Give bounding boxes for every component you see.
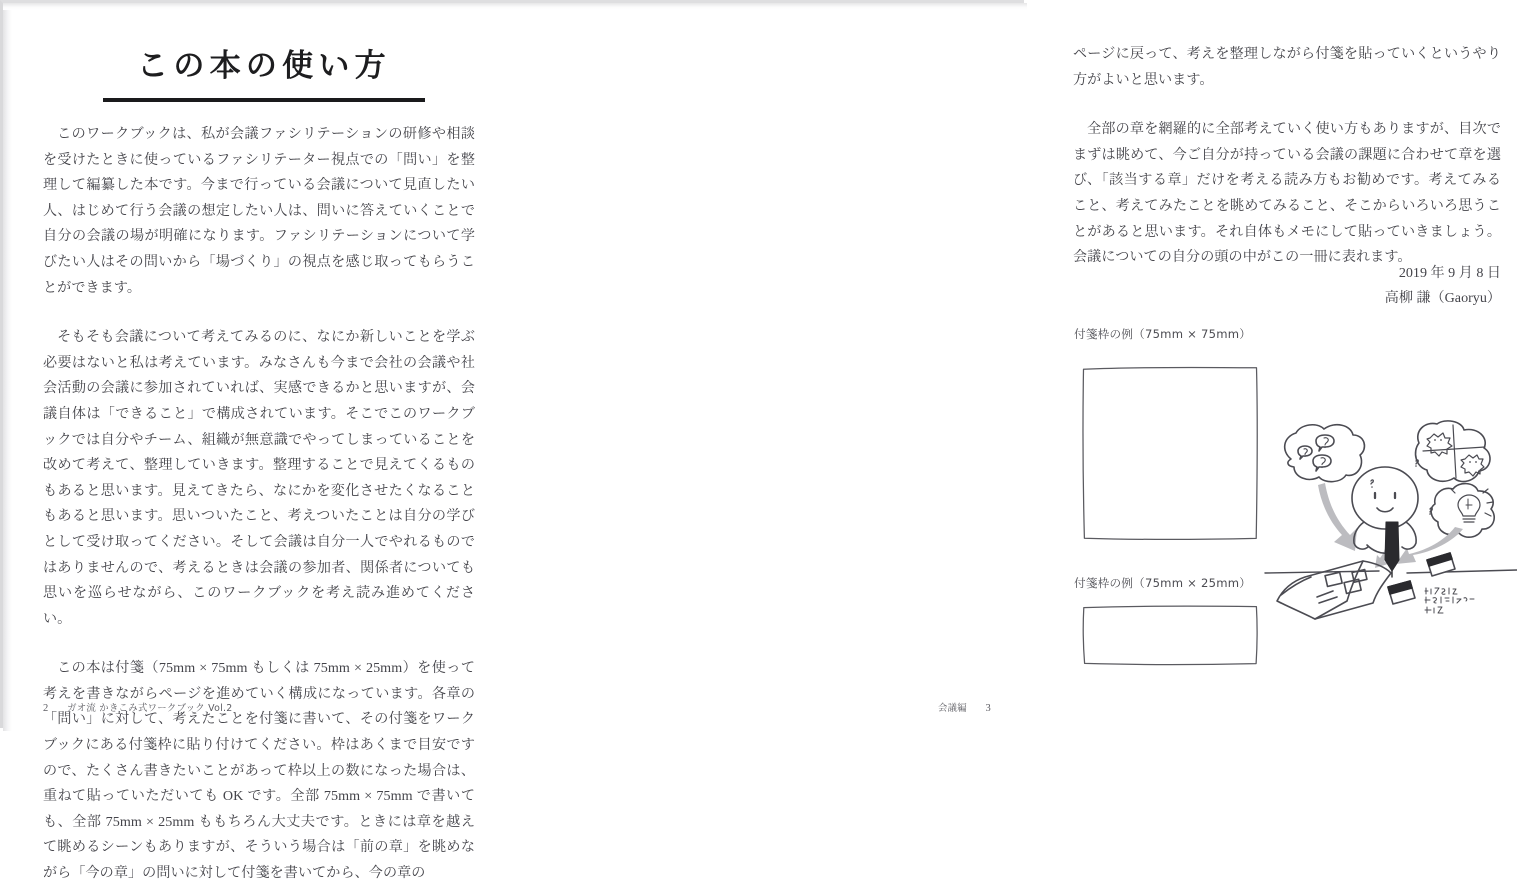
paragraph: この本は付箋（75mm × 75mm もしくは 75mm × 25mm）を使って考えを書きながらページを進めていく構成になっています。各章の「問い」に対して、考えたことを付箋に書いて、その付箋をワークブックにある付箋枠に貼り付けてください。枠はあくまで目安ですので、たくさん書きたいことがあって枠以上の数になった場合は、重ねて貼っていただいても OK です。全部 75mm × 75mm で書いても、全部 75mm × 25mm ももちろん大丈夫です。ときには章を越えて眺めるシーンもありますが、そういう場合は「前の章」を眺めながら「今の章」の問いに対して付箋を書いてから、今の章の — [43, 660, 475, 882]
paragraph: そもそも会議について考えてみるのに、なにか新しいことを学ぶ必要はないと私は考えています。みなさんも今まで会社の会議や社会活動の会議に参加されていれば、実感できるかと思いますが、会議自体は「できること」で構成されています。そこでこのワークブックでは自分やチーム、組織が無意識でやってしまっていることを改めて考えて、整理していきます。整理することで見えてくるものもあると思います。見えてきたら、なにかを変化させたくなることもあると思います。思いついたこと、考えついたことは自分の学びとして受け取ってください。そして会議は自分一人でやれるものではありませんので、考えるときは会議の参加者、関係者についても思いを巡らせながら、このワークブックを考え読み進めてください。 — [43, 329, 475, 627]
running-head-right: 会議編 — [937, 703, 967, 714]
chapter-title-block — [103, 47, 425, 102]
title-rule — [103, 98, 425, 102]
page-right — [515, 3, 1501, 731]
thought-bubble-questions — [1285, 425, 1365, 482]
thought-bubble-chart — [1416, 421, 1491, 482]
signature-block — [1073, 261, 1501, 311]
paragraph: 全部の章を網羅的に全部考えていく使い方もありますが、目次でまずは眺めて、今ご自分が持っている会議の課題に合わせて章を選び、「該当する章」だけを考える読み方もお勧めです。考えてみること、考えてみたことを眺めてみること、そこからいろいろ思うことがあると思います。それ自体もメモにして貼っていきましょう。会議についての自分の頭の中がこの一冊に表れます。 — [1073, 121, 1501, 266]
handwritten-note — [1425, 588, 1474, 613]
sticky-frame-small-caption: 付箋枠の例（75mm × 25mm） — [1074, 576, 1252, 590]
open-workbook — [1277, 561, 1391, 619]
right-page-body — [1073, 42, 1501, 271]
sticky-frame-small[interactable] — [1081, 604, 1259, 666]
footer-left — [43, 700, 233, 714]
signature-author: 高柳 謙（Gaoryu） — [1384, 290, 1501, 306]
paragraph: ページに戻って、考えを整理しながら付箋を貼っていくというやり方がよいと思います。 — [1073, 46, 1501, 88]
left-page-body — [43, 122, 475, 887]
sticky-frame-large[interactable] — [1081, 365, 1259, 541]
page-number-right: 3 — [985, 703, 991, 714]
footer-right — [938, 700, 991, 714]
page-title: この本の使い方 — [137, 48, 391, 83]
signature-date: 2019 年 9 月 8 日 — [1398, 265, 1501, 281]
paragraph: このワークブックは、私が会議ファシリテーションの研修や相談を受けたときに使っているファシリテーター視点での「問い」を整理して編纂した本です。今まで行っている会議について見直したい人、はじめて行う会議の想定したい人は、問いに答えていくことで自分の会議の場が明確になります。ファシリテーションについて学びたい人はその問いから「場づくり」の視点を感じ取ってもらうことができます。 — [43, 126, 475, 296]
sticky-frame-large-caption: 付箋枠の例（75mm × 75mm） — [1074, 327, 1252, 341]
page-left — [3, 3, 515, 882]
illustration-person-writing-workbook — [1267, 421, 1517, 651]
running-head-left: ガオ流 かきこみ式ワークブック Vol.2 — [67, 703, 233, 714]
page-number-left: 2 — [43, 703, 49, 714]
